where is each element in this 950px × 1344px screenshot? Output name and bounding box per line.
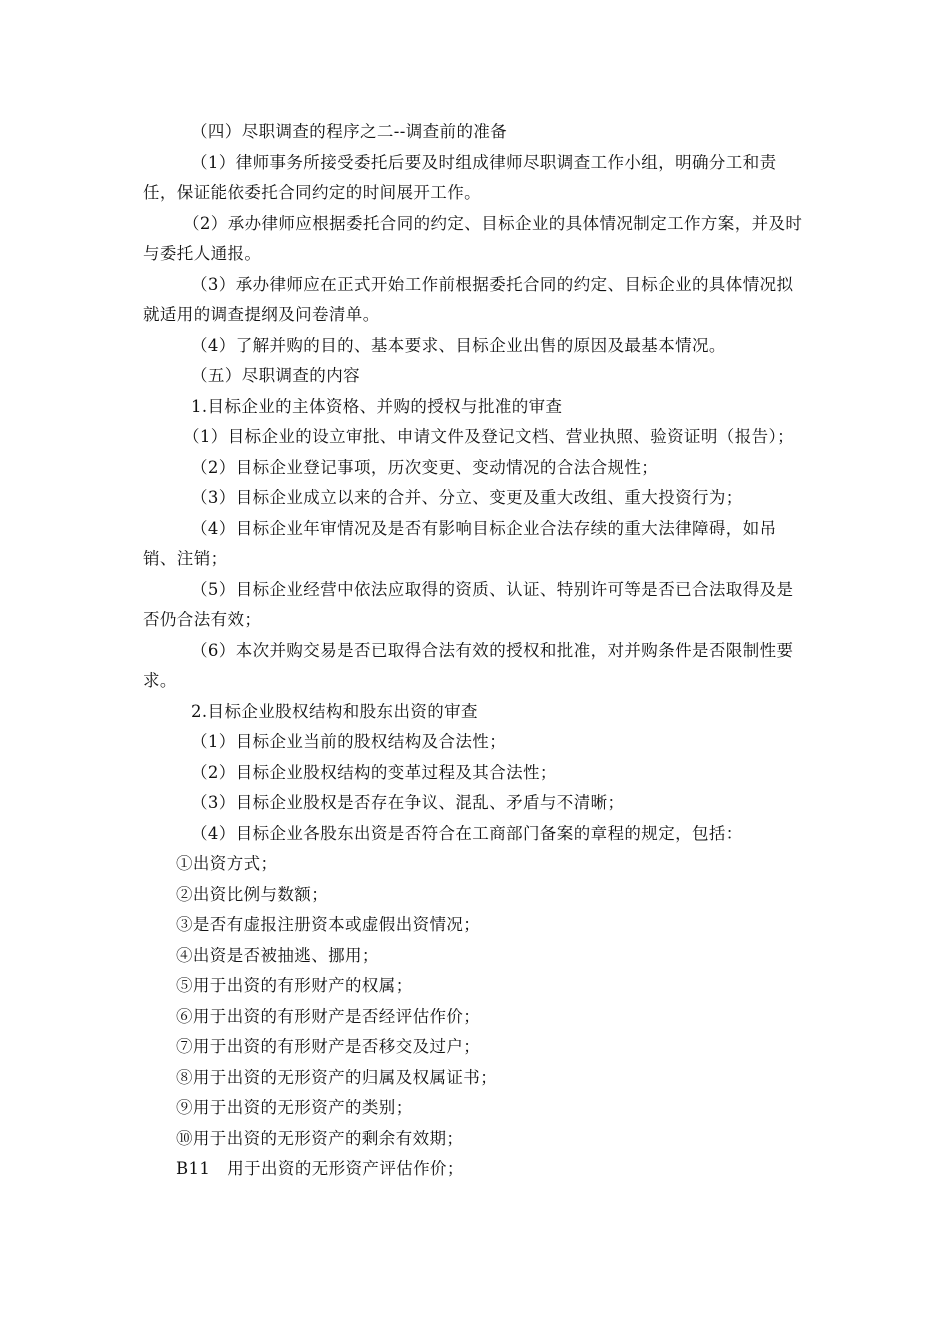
list-item: ④出资是否被抽逃、挪用；: [176, 945, 379, 965]
list-item: ⑦用于出资的有形财产是否移交及过户；: [176, 1037, 481, 1056]
paragraph: （3）承办律师应在正式开始工作前根据委托合同的约定、目标企业的具体情况拟就适用的调查提纲及问卷清单。: [143, 274, 794, 324]
paragraph: （4）了解并购的目的、基本要求、目标企业出售的原因及最基本情况。: [191, 335, 726, 355]
paragraph: （2）承办律师应根据委托合同的约定、目标企业的具体情况制定工作方案，并及时与委托人通报。: [143, 213, 803, 263]
list-item: B11 用于出资的无形资产评估作价；: [176, 1159, 464, 1178]
list-item: ⑩用于出资的无形资产的剩余有效期；: [176, 1128, 464, 1148]
paragraph: （3）目标企业股权是否存在争议、混乱、矛盾与不清晰；: [191, 793, 625, 812]
paragraph: （2）目标企业登记事项，历次变更、变动情况的合法合规性；: [191, 457, 659, 477]
list-item: ⑤用于出资的有形财产的权属；: [176, 976, 413, 995]
list-item: ②出资比例与数额；: [176, 884, 329, 904]
paragraph: （3）目标企业成立以来的合并、分立、变更及重大改组、重大投资行为；: [191, 488, 743, 507]
section-heading: （五）尽职调查的内容: [191, 366, 360, 385]
list-item: ③是否有虚报注册资本或虚假出资情况；: [176, 915, 481, 934]
paragraph: （4）目标企业年审情况及是否有影响目标企业合法存续的重大法律障碍，如吊销、注销；: [143, 518, 777, 568]
document-body: [143, 117, 808, 1185]
list-item: ①出资方式；: [176, 854, 278, 873]
list-item: ⑧用于出资的无形资产的归属及权属证书；: [176, 1067, 498, 1087]
subsection-heading: 2.目标企业股权结构和股东出资的审查: [191, 701, 478, 721]
subsection-heading: 1.目标企业的主体资格、并购的授权与批准的审查: [191, 396, 563, 416]
paragraph: （1）律师事务所接受委托后要及时组成律师尽职调查工作小组，明确分工和责任，保证能依委托合同约定的时间展开工作。: [143, 152, 777, 202]
paragraph: （6）本次并购交易是否已取得合法有效的授权和批准，对并购条件是否限制性要求。: [143, 640, 794, 690]
paragraph: （1）目标企业的设立审批、申请文件及登记文档、营业执照、验资证明（报告）；: [183, 427, 795, 446]
paragraph: （2）目标企业股权结构的变革过程及其合法性；: [191, 762, 557, 782]
paragraph: （5）目标企业经营中依法应取得的资质、认证、特别许可等是否已合法取得及是否仍合法有效；: [143, 579, 794, 629]
paragraph: （4）目标企业各股东出资是否符合在工商部门备案的章程的规定，包括：: [191, 823, 743, 843]
list-item: ⑥用于出资的有形财产是否经评估作价；: [176, 1006, 481, 1026]
list-item: ⑨用于出资的无形资产的类别；: [176, 1098, 413, 1117]
paragraph: （四）尽职调查的程序之二--调查前的准备: [191, 122, 508, 141]
paragraph: （1）目标企业当前的股权结构及合法性；: [191, 732, 507, 751]
